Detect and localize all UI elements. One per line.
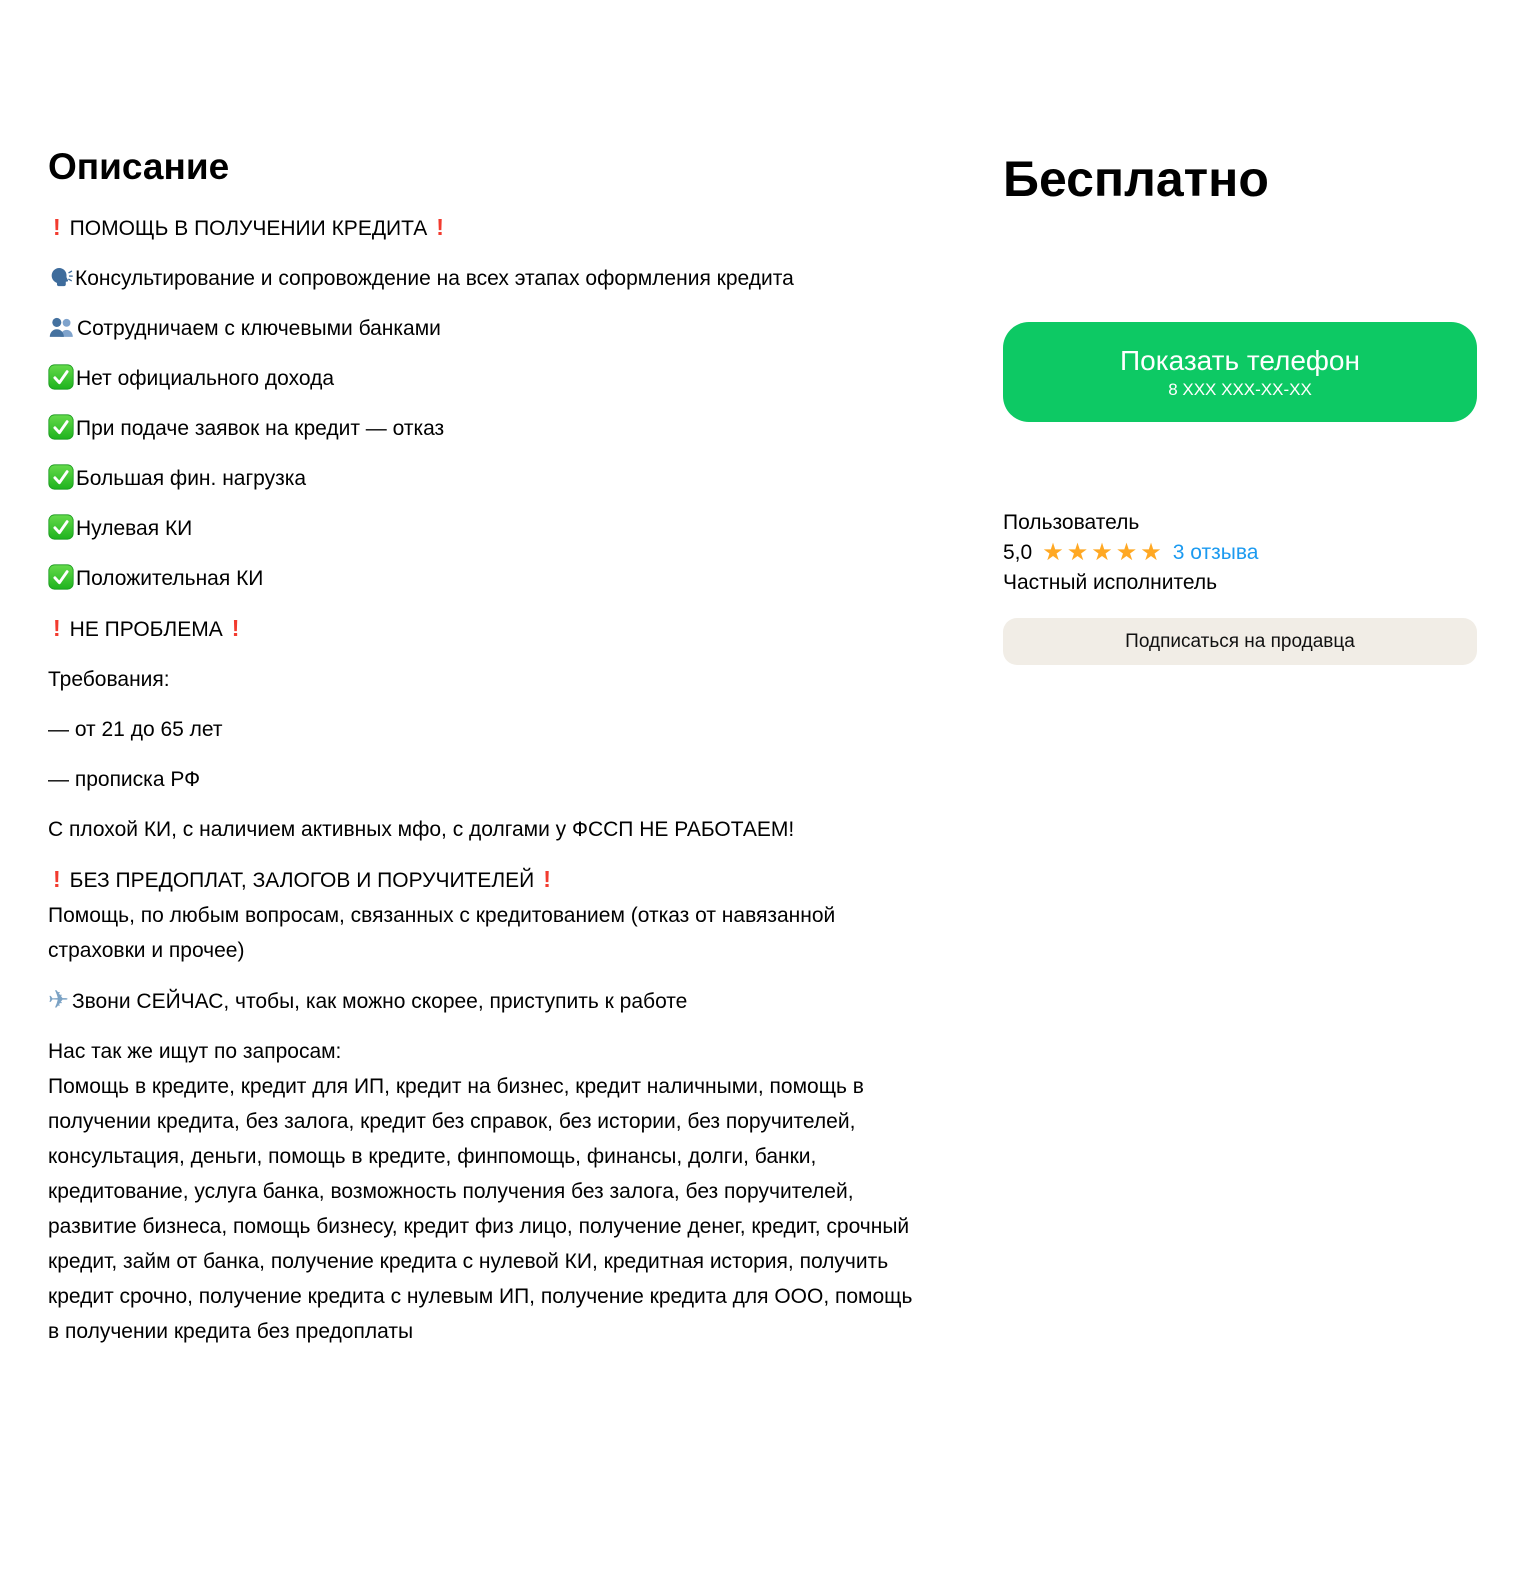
phone-mask: 8 XXX XXX-XX-XX [1168,379,1312,399]
description-paragraph: Консультирование и сопровождение на всех этапах оформления кредита [48,261,916,296]
red-exclamation-icon: ! [436,214,444,240]
red-exclamation-icon: ! [543,866,551,892]
description-paragraph: ! ПОМОЩЬ В ПОЛУЧЕНИИ КРЕДИТА ! [53,214,444,240]
description-paragraph: ✈ Звони СЕЙЧАС, чтобы, как можно скорее, приступить к работе [48,986,688,1014]
check-icon [48,411,74,446]
description-paragraph: Сотрудничаем с ключевыми банками [48,311,916,346]
description-paragraph: ! НЕ ПРОБЛЕМА ! [53,615,240,641]
price: Бесплатно [1003,151,1269,207]
red-exclamation-icon: ! [53,214,61,240]
seller-rating-row [1003,538,1477,568]
check-icon [48,461,74,496]
reviews-link[interactable]: 3 отзыва [1172,541,1259,564]
description-paragraph: Большая фин. нагрузка [48,461,916,496]
rating-stars: ★★★★★ [1042,539,1165,566]
item-sidebar [1003,150,1477,665]
description-text [48,210,916,1349]
check-icon [48,361,74,396]
description-paragraph: ! БЕЗ ПРЕДОПЛАТ, ЗАЛОГОВ И ПОРУЧИТЕЛЕЙ ! Помощь, по любым вопросам, связанных с кредитованием (отказ от навязанной страховки и прочее) [48,866,836,962]
red-exclamation-icon: ! [231,615,240,641]
busts-icon [48,311,75,346]
rating-value: 5,0 [1003,541,1033,564]
description-paragraph: С плохой КИ, с наличием активных мфо, с долгами у ФССП НЕ РАБОТАЕМ! [48,818,795,841]
show-phone-button[interactable] [1003,322,1477,422]
description-paragraph: Требования: [48,668,170,691]
seller-block [1003,508,1477,598]
check-icon [48,561,74,596]
red-exclamation-icon: ! [53,615,61,641]
description-paragraph: Нас так же ищут по запросам: Помощь в кредите, кредит для ИП, кредит на бизнес, кредит наличными, помощь в получении кредита, без залога, кредит без справок, без истории, без поручителей, консультация, деньги, помощь в кредите, финпомощь, финансы, долги, банки, кредитование, услуга банка, возможность получения без залога, без поручителей, развитие бизнеса, помощь бизнесу, кредит физ лицо, получение денег, кредит, срочный кредит, займ от банка, получение кредита с нулевой КИ, кредитная история, получить кредит срочно, получение кредита с нулевым ИП, получение кредита для ООО, помощь в получении кредита без предоплаты [48,1040,913,1343]
red-exclamation-icon: ! [53,866,61,892]
show-phone-label: Показать телефон [1120,344,1360,376]
check-icon [48,511,74,546]
speaking-head-icon [48,261,73,296]
follow-seller-button[interactable]: Подписаться на продавца [1003,618,1477,665]
description-paragraph: Положительная КИ [48,561,916,596]
description-heading: Описание [48,146,230,187]
airplane-icon: ✈ [48,986,69,1014]
description-paragraph: — от 21 до 65 лет [48,718,223,741]
description-paragraph: Нулевая КИ [48,511,916,546]
description-paragraph: При подаче заявок на кредит — отказ [48,411,916,446]
description-section [48,146,916,1364]
description-paragraph: Нет официального дохода [48,361,916,396]
description-paragraph: — прописка РФ [48,768,201,791]
seller-name[interactable]: Пользователь [1003,511,1140,534]
seller-type: Частный исполнитель [1003,571,1218,594]
